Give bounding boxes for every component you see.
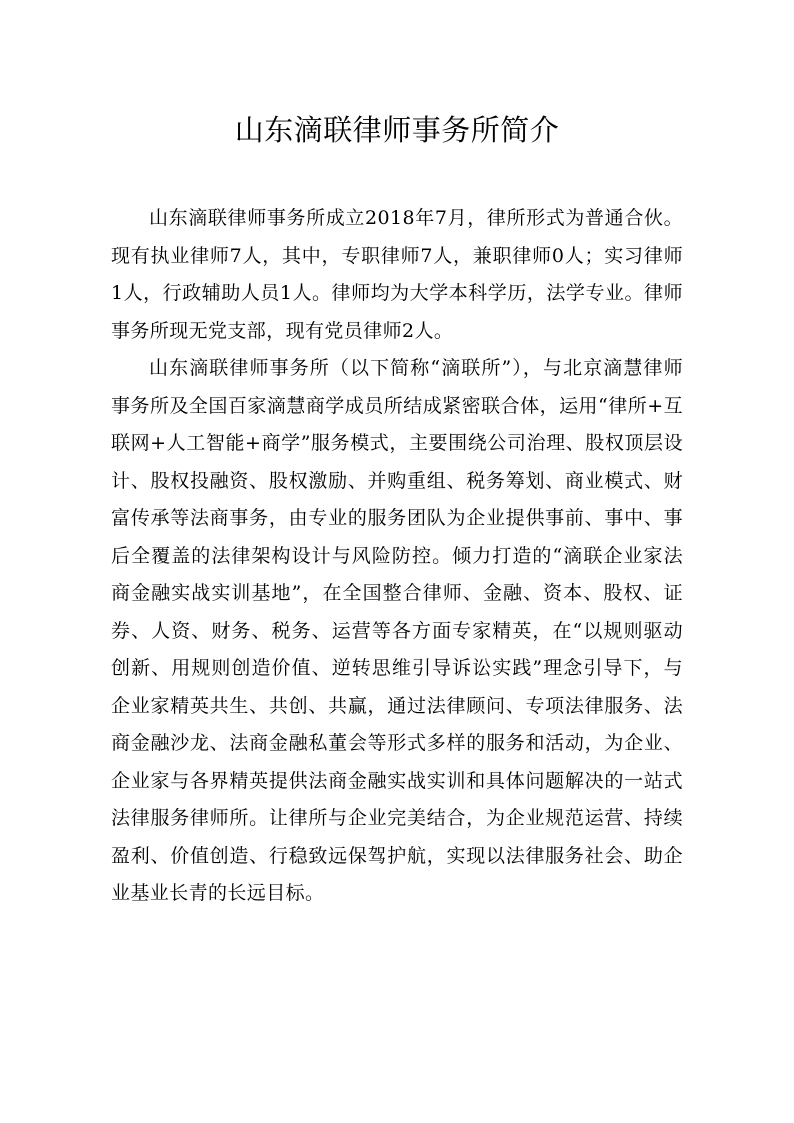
paragraph-services: 山东滴联律师事务所（以下简称“滴联所”），与北京滴慧律师事务所及全国百家滴慧商学成员所结成紧密联合体，运用“律所+互联网+人工智能+商学”服务模式，主要围绕公司治理、股权顶层设计、股权投融资、股权激励、并购重组、税务筹划、商业模式、财富传承等法商事务，由专业的服务团队为企业提供事前、事中、事后全覆盖的法律架构设计与风险防控。倾力打造的“滴联企业家法商金融实战实训基地”，在全国整合律师、金融、资本、股权、证券、人资、财务、税务、运营等各方面专家精英，在“以规则驱动创新、用规则创造价值、逆转思维引导诉讼实践”理念引导下，与企业家精英共生、共创、共赢，通过法律顾问、专项法律服务、法商金融沙龙、法商金融私董会等形式多样的服务和活动，为企业、企业家与各界精英提供法商金融实战实训和具体问题解决的一站式法律服务律师所。让律所与企业完美结合，为企业规范运营、持续盈利、价值创造、行稳致远保驾护航，实现以法律服务社会、助企业基业长青的长远目标。 <box>111 357 683 904</box>
paragraph-overview: 山东滴联律师事务所成立2018年7月，律所形式为普通合伙。现有执业律师7人，其中，专职律师7人，兼职律师0人；实习律师1人，行政辅助人员1人。律师均为大学本科学历，法学专业。律师事务所现无党支部，现有党员律师2人。 <box>111 207 683 342</box>
document-body <box>111 200 683 913</box>
document-title: 山东滴联律师事务所简介 <box>234 113 560 147</box>
